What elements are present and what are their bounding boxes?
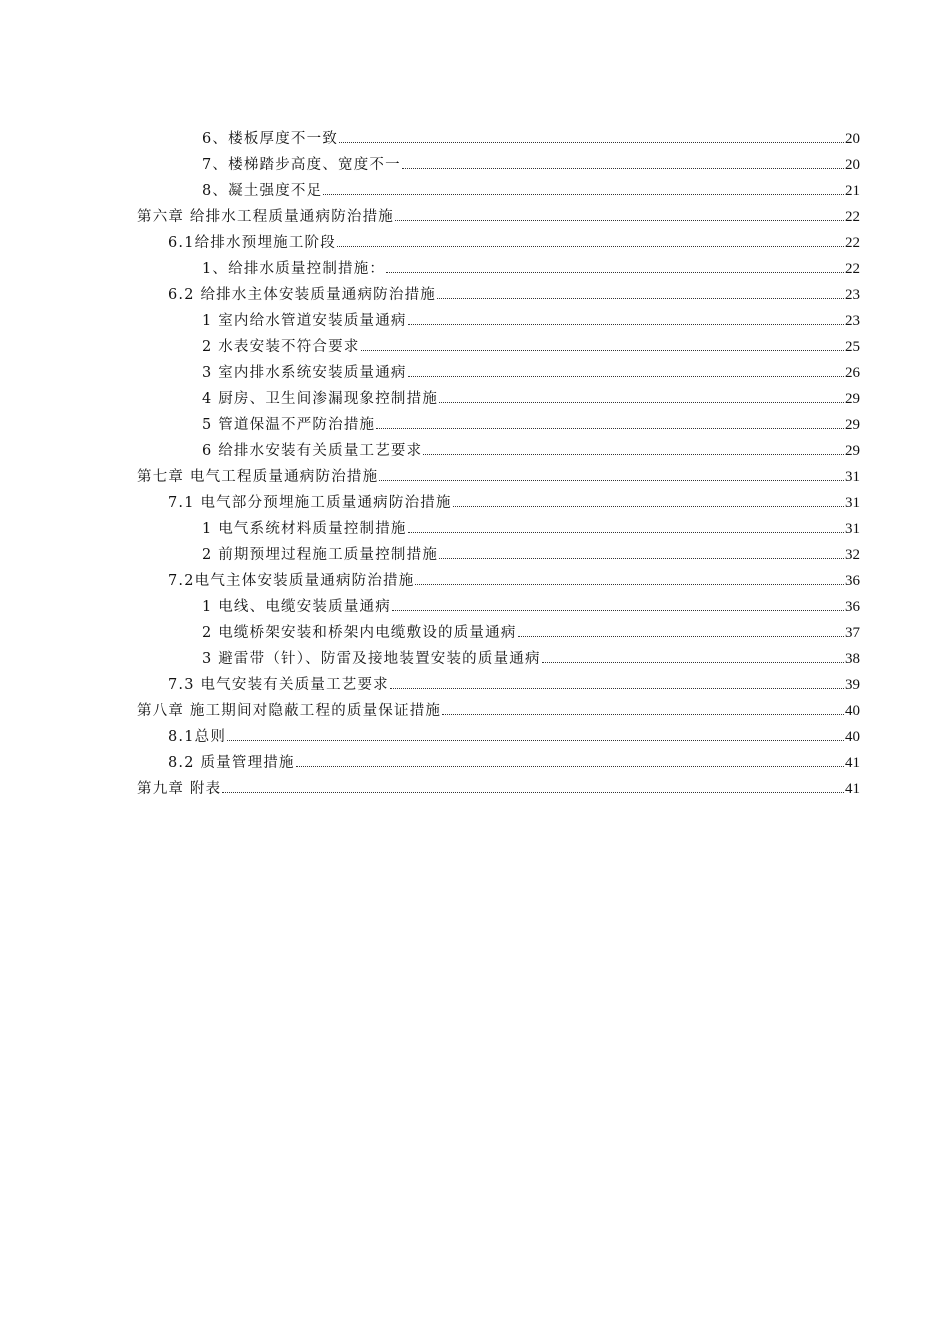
toc-entry-title: 2 电缆桥架安装和桥架内电缆敷设的质量通病 — [202, 625, 517, 641]
toc-dot-leader — [339, 141, 844, 143]
toc-page-number: 22 — [845, 235, 860, 251]
toc-entry-section[interactable] — [137, 282, 860, 308]
toc-entry[interactable] — [137, 646, 860, 672]
toc-page-number: 29 — [845, 417, 860, 433]
toc-entry[interactable] — [137, 178, 860, 204]
toc-dot-leader — [442, 713, 844, 715]
toc-entry-title: 5 管道保温不严防治措施 — [202, 417, 376, 433]
table-of-contents — [137, 126, 860, 802]
toc-entry-chapter[interactable] — [137, 776, 860, 802]
toc-entry[interactable] — [137, 594, 860, 620]
toc-dot-leader — [423, 453, 844, 455]
toc-page-number: 39 — [845, 677, 860, 693]
toc-entry-title: 1 电气系统材料质量控制措施 — [202, 521, 407, 537]
toc-page-number: 37 — [845, 625, 860, 641]
toc-entry-title: 6、楼板厚度不一致 — [202, 131, 339, 147]
toc-entry-section[interactable] — [137, 490, 860, 516]
toc-dot-leader — [386, 271, 844, 273]
toc-page-number: 25 — [845, 339, 860, 355]
toc-page-number: 20 — [845, 131, 860, 147]
toc-entry[interactable] — [137, 308, 860, 334]
toc-entry[interactable] — [137, 412, 860, 438]
toc-dot-leader — [439, 401, 844, 403]
toc-entry-title: 1、给排水质量控制措施： — [202, 261, 386, 277]
toc-dot-leader — [415, 583, 844, 585]
toc-entry-section[interactable] — [137, 230, 860, 256]
toc-entry[interactable] — [137, 360, 860, 386]
toc-dot-leader — [390, 687, 844, 689]
toc-dot-leader — [453, 505, 844, 507]
toc-dot-leader — [408, 375, 844, 377]
toc-dot-leader — [439, 557, 844, 559]
toc-entry[interactable] — [137, 126, 860, 152]
toc-page-number: 31 — [845, 495, 860, 511]
toc-dot-leader — [296, 765, 844, 767]
toc-page-number: 38 — [845, 651, 860, 667]
toc-page-number: 40 — [845, 729, 860, 745]
toc-page-number: 20 — [845, 157, 860, 173]
toc-entry[interactable] — [137, 386, 860, 412]
toc-entry-title: 6.1给排水预埋施工阶段 — [168, 235, 336, 251]
toc-dot-leader — [323, 193, 844, 195]
toc-page-number: 36 — [845, 573, 860, 589]
toc-entry-title: 8.2 质量管理措施 — [168, 755, 295, 771]
toc-entry-title: 1 电线、电缆安装质量通病 — [202, 599, 391, 615]
toc-page-number: 22 — [845, 261, 860, 277]
toc-page-number: 41 — [845, 781, 860, 797]
toc-page-number: 31 — [845, 469, 860, 485]
toc-entry-title: 1 室内给水管道安装质量通病 — [202, 313, 407, 329]
toc-dot-leader — [518, 635, 844, 637]
toc-dot-leader — [542, 661, 844, 663]
toc-entry-section[interactable] — [137, 672, 860, 698]
toc-page-number: 29 — [845, 443, 860, 459]
toc-entry-title: 第九章 附表 — [137, 781, 222, 797]
toc-page-number: 22 — [845, 209, 860, 225]
toc-entry-title: 3 避雷带（针）、防雷及接地装置安装的质量通病 — [202, 651, 541, 667]
toc-entry-title: 7.2电气主体安装质量通病防治措施 — [168, 573, 415, 589]
toc-dot-leader — [222, 791, 844, 793]
toc-page-number: 21 — [845, 183, 860, 199]
toc-entry-title: 6 给排水安装有关质量工艺要求 — [202, 443, 423, 459]
toc-page-number: 29 — [845, 391, 860, 407]
toc-page-number: 31 — [845, 521, 860, 537]
toc-entry-title: 2 水表安装不符合要求 — [202, 339, 360, 355]
toc-dot-leader — [379, 479, 844, 481]
toc-page-number: 32 — [845, 547, 860, 563]
toc-entry-title: 第七章 电气工程质量通病防治措施 — [137, 469, 379, 485]
toc-entry-section[interactable] — [137, 568, 860, 594]
toc-page-number: 36 — [845, 599, 860, 615]
toc-entry-title: 2 前期预埋过程施工质量控制措施 — [202, 547, 439, 563]
toc-entry-section[interactable] — [137, 724, 860, 750]
toc-dot-leader — [402, 167, 844, 169]
toc-entry[interactable] — [137, 256, 860, 282]
toc-entry-section[interactable] — [137, 750, 860, 776]
toc-dot-leader — [227, 739, 844, 741]
toc-entry[interactable] — [137, 620, 860, 646]
toc-entry-title: 第八章 施工期间对隐蔽工程的质量保证措施 — [137, 703, 442, 719]
toc-entry-title: 8.1总则 — [168, 729, 227, 745]
toc-page-number: 23 — [845, 287, 860, 303]
toc-page-number: 41 — [845, 755, 860, 771]
toc-entry[interactable] — [137, 542, 860, 568]
toc-entry-chapter[interactable] — [137, 204, 860, 230]
toc-dot-leader — [395, 219, 844, 221]
toc-entry-chapter[interactable] — [137, 464, 860, 490]
toc-dot-leader — [392, 609, 844, 611]
toc-entry-title: 第六章 给排水工程质量通病防治措施 — [137, 209, 395, 225]
toc-dot-leader — [408, 323, 844, 325]
toc-dot-leader — [337, 245, 844, 247]
toc-entry[interactable] — [137, 438, 860, 464]
toc-entry-title: 7、楼梯踏步高度、宽度不一 — [202, 157, 401, 173]
toc-page-number: 26 — [845, 365, 860, 381]
toc-page-number: 23 — [845, 313, 860, 329]
toc-entry-title: 7.1 电气部分预埋施工质量通病防治措施 — [168, 495, 452, 511]
toc-dot-leader — [408, 531, 844, 533]
toc-entry-chapter[interactable] — [137, 698, 860, 724]
toc-dot-leader — [361, 349, 844, 351]
toc-entry-title: 7.3 电气安装有关质量工艺要求 — [168, 677, 389, 693]
toc-entry[interactable] — [137, 152, 860, 178]
toc-entry[interactable] — [137, 334, 860, 360]
toc-entry-title: 4 厨房、卫生间渗漏现象控制措施 — [202, 391, 439, 407]
toc-entry[interactable] — [137, 516, 860, 542]
toc-entry-title: 8、凝土强度不足 — [202, 183, 323, 199]
toc-dot-leader — [376, 427, 844, 429]
toc-entry-title: 3 室内排水系统安装质量通病 — [202, 365, 407, 381]
toc-dot-leader — [437, 297, 844, 299]
toc-entry-title: 6.2 给排水主体安装质量通病防治措施 — [168, 287, 436, 303]
toc-page-number: 40 — [845, 703, 860, 719]
